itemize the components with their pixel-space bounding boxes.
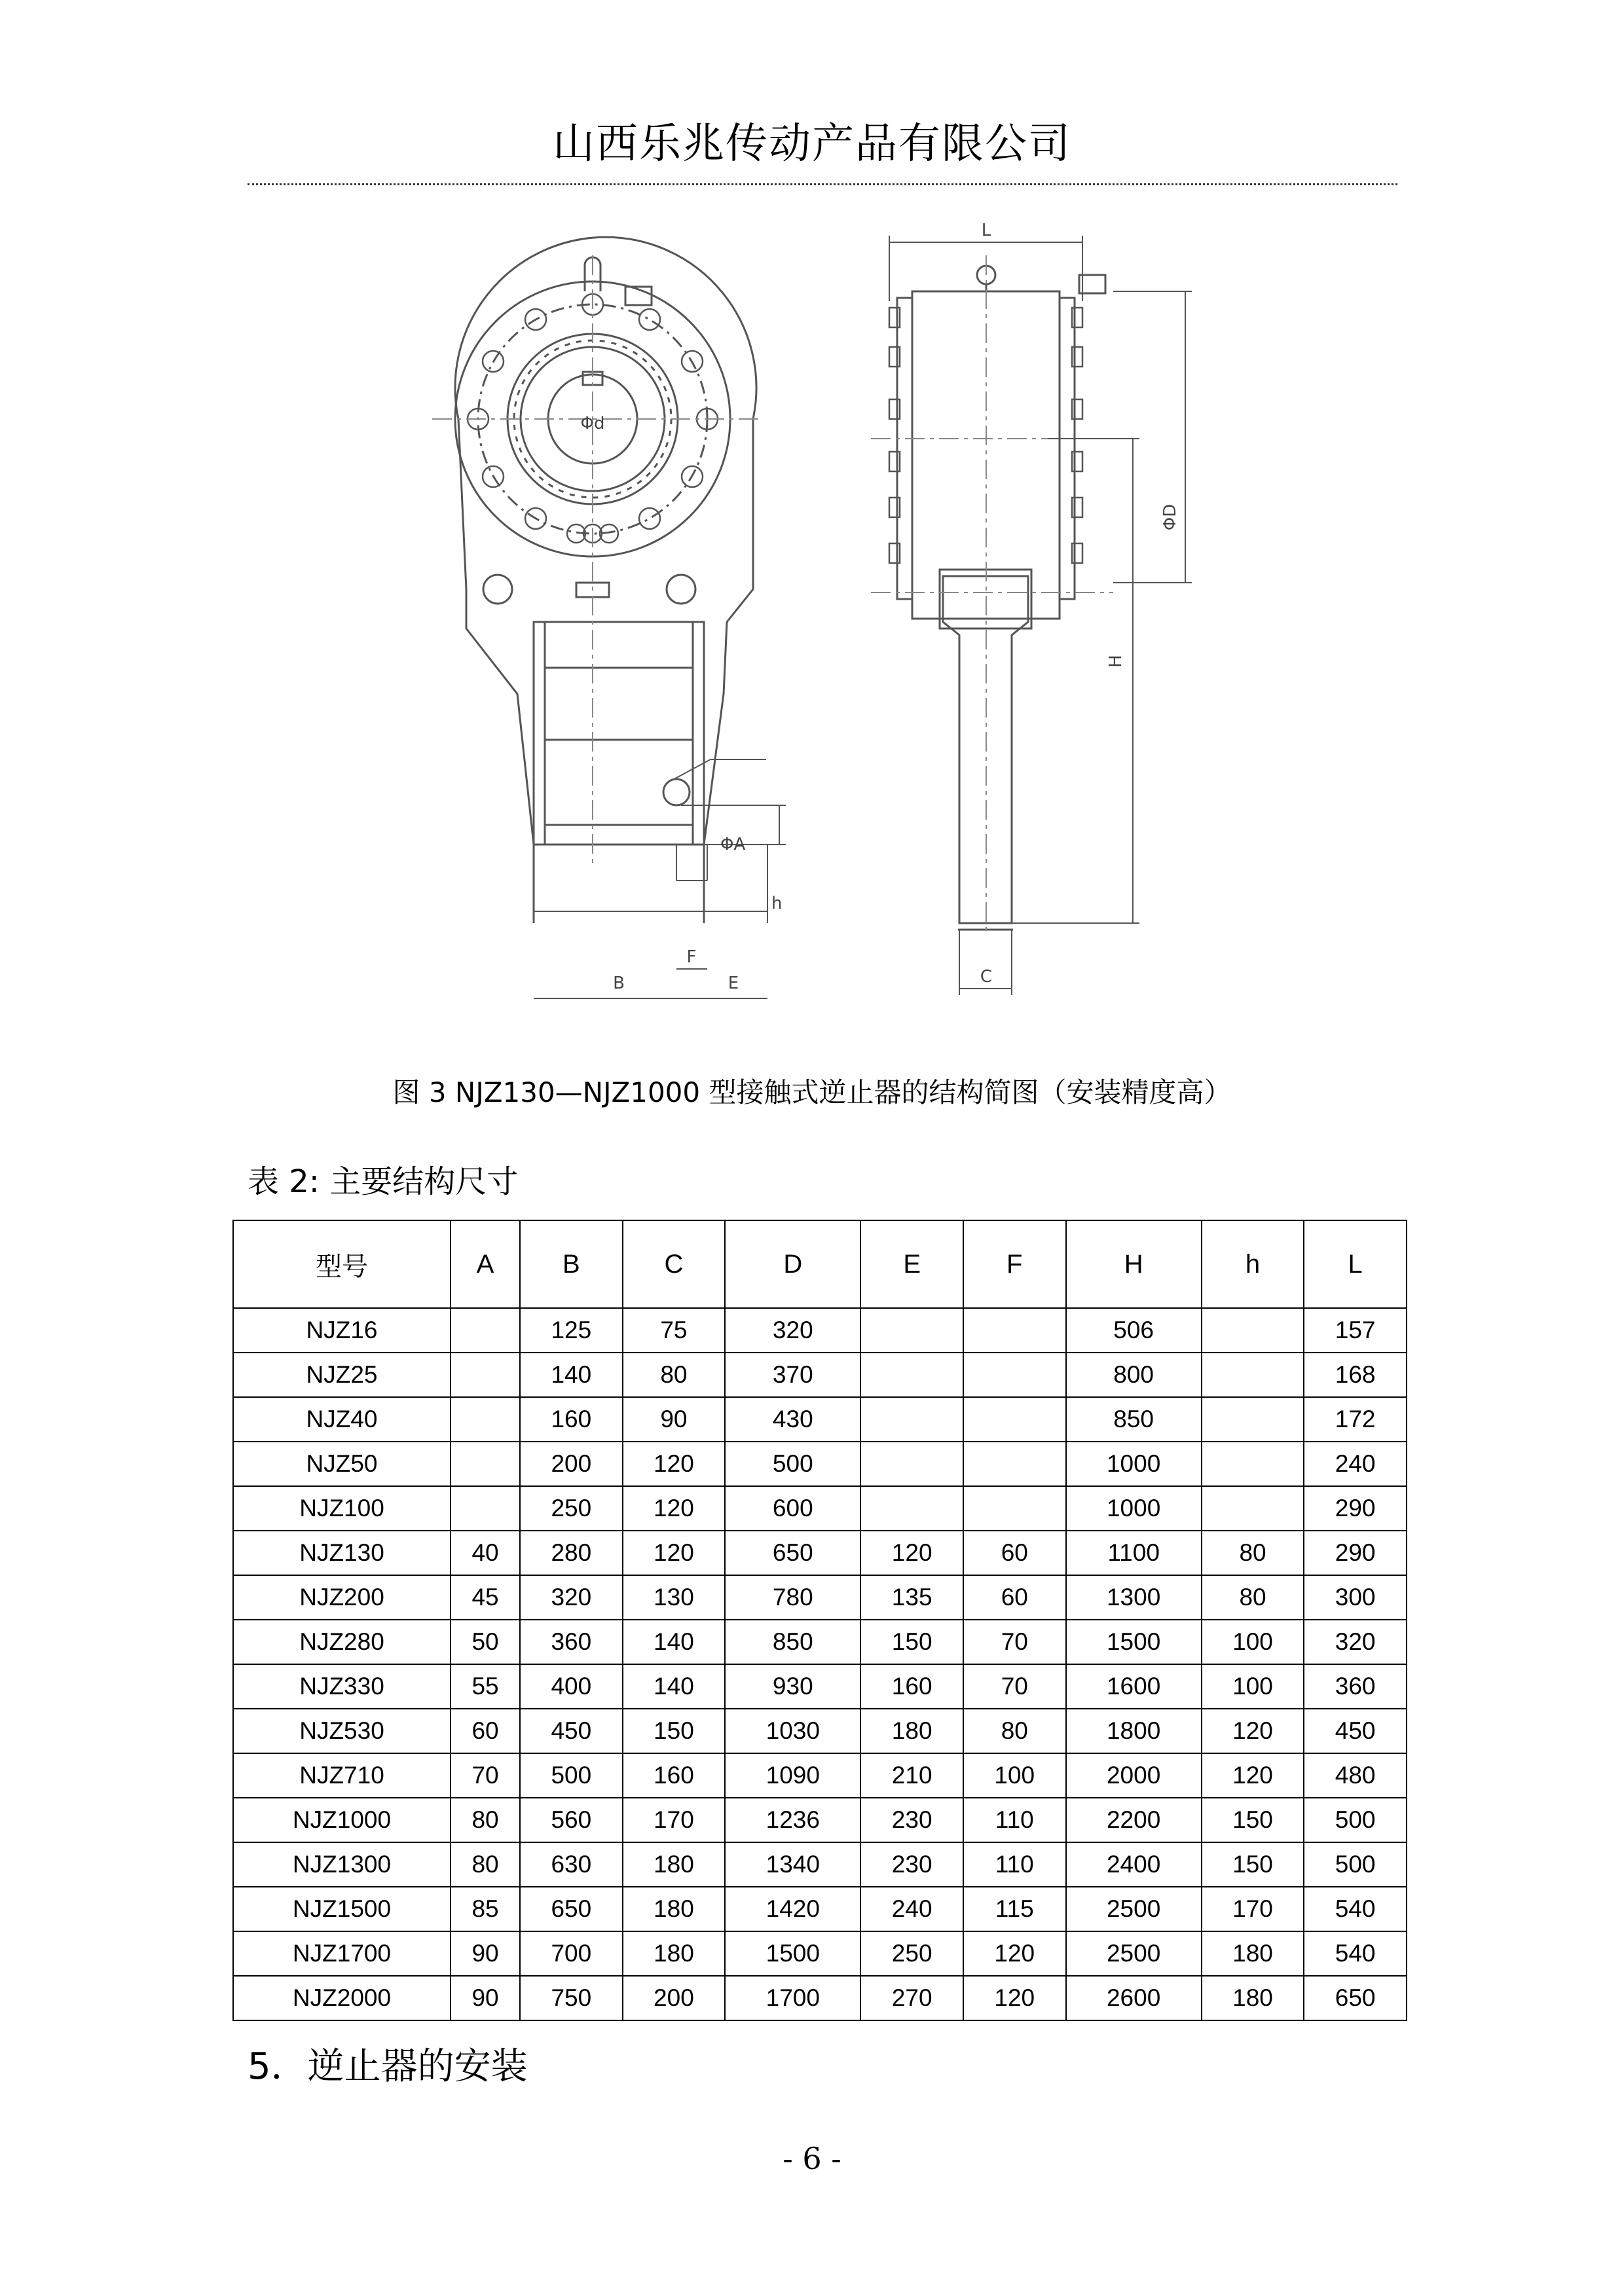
dimension-cell: 500	[520, 1753, 623, 1798]
dimension-cell: 290	[1304, 1486, 1407, 1531]
label-d: Φd	[580, 414, 605, 433]
dimension-cell: 320	[520, 1575, 623, 1620]
table-row	[233, 1976, 1407, 2020]
dimension-cell: 100	[963, 1753, 1066, 1798]
model-cell: NJZ1500	[233, 1887, 451, 1931]
dimension-cell	[860, 1397, 963, 1442]
dimension-cell: 930	[725, 1664, 860, 1709]
model-cell: NJZ1000	[233, 1798, 451, 1842]
company-header: 山西乐兆传动产品有限公司	[553, 120, 1071, 168]
dimension-cell: 370	[725, 1353, 860, 1397]
dimension-cell: 1700	[725, 1976, 860, 2020]
table-row	[233, 1842, 1407, 1887]
label-C: C	[980, 967, 993, 987]
dimension-cell: 110	[963, 1842, 1066, 1887]
table-row	[233, 1575, 1407, 1620]
dimension-cell: 320	[1304, 1620, 1407, 1664]
table-row	[233, 1664, 1407, 1709]
dimension-cell: 70	[963, 1664, 1066, 1709]
dimension-cell: 2500	[1066, 1931, 1202, 1976]
dimension-cell: 240	[1304, 1442, 1407, 1486]
dimension-cell	[1202, 1308, 1304, 1353]
dimension-cell: 180	[623, 1887, 726, 1931]
dimension-cell	[963, 1442, 1066, 1486]
dimension-cell: 45	[451, 1575, 520, 1620]
dimension-cell: 180	[623, 1931, 726, 1976]
dimension-cell: 230	[860, 1798, 963, 1842]
dimension-cell: 1030	[725, 1709, 860, 1753]
dimension-cell	[963, 1308, 1066, 1353]
dimension-cell: 290	[1304, 1531, 1407, 1575]
model-cell: NJZ40	[233, 1397, 451, 1442]
col-header-E: E	[860, 1220, 963, 1308]
table-row	[233, 1620, 1407, 1664]
dimension-cell: 1300	[1066, 1575, 1202, 1620]
dimension-cell: 540	[1304, 1887, 1407, 1931]
dimension-cell: 160	[860, 1664, 963, 1709]
dimension-cell: 120	[963, 1976, 1066, 2020]
dimension-cell: 80	[1202, 1575, 1304, 1620]
dimension-cell	[1202, 1486, 1304, 1531]
table-row	[233, 1709, 1407, 1753]
dimension-cell: 850	[725, 1620, 860, 1664]
table-row	[233, 1442, 1407, 1486]
dimension-cell: 480	[1304, 1753, 1407, 1798]
dimension-cell: 150	[1202, 1798, 1304, 1842]
table-body	[233, 1308, 1407, 2020]
dimension-cell	[451, 1308, 520, 1353]
dimension-cell: 80	[623, 1353, 726, 1397]
dimension-cell: 1420	[725, 1887, 860, 1931]
label-B: B	[613, 974, 625, 993]
label-h: h	[771, 894, 783, 913]
dimension-cell: 540	[1304, 1931, 1407, 1976]
dimension-cell: 1340	[725, 1842, 860, 1887]
dimension-cell: 168	[1304, 1353, 1407, 1397]
dimension-cell: 120	[623, 1486, 726, 1531]
dimension-cell: 1000	[1066, 1486, 1202, 1531]
table-row	[233, 1798, 1407, 1842]
dimension-cell	[963, 1397, 1066, 1442]
dimension-cell: 80	[451, 1842, 520, 1887]
label-H: H	[1106, 655, 1126, 668]
table-row	[233, 1353, 1407, 1397]
dimension-cell: 200	[520, 1442, 623, 1486]
dimension-cell: 135	[860, 1575, 963, 1620]
dimension-cell: 650	[1304, 1976, 1407, 2020]
dimension-cell	[451, 1353, 520, 1397]
label-A: ΦA	[720, 835, 746, 854]
col-header-A: A	[451, 1220, 520, 1308]
dimension-cell: 125	[520, 1308, 623, 1353]
dimension-cell: 650	[725, 1531, 860, 1575]
dimension-cell: 180	[1202, 1976, 1304, 2020]
dimension-cell: 500	[1304, 1842, 1407, 1887]
dimension-cell: 250	[860, 1931, 963, 1976]
dimension-cell: 450	[1304, 1709, 1407, 1753]
dimension-cell: 110	[963, 1798, 1066, 1842]
dimension-cell: 115	[963, 1887, 1066, 1931]
dimension-cell: 180	[623, 1842, 726, 1887]
dimension-cell: 160	[623, 1753, 726, 1798]
col-header-F: F	[963, 1220, 1066, 1308]
dimension-cell: 172	[1304, 1397, 1407, 1442]
dimension-cell: 1090	[725, 1753, 860, 1798]
dimension-cell: 800	[1066, 1353, 1202, 1397]
dimension-cell: 506	[1066, 1308, 1202, 1353]
dimension-cell: 2200	[1066, 1798, 1202, 1842]
figure-caption: 图 3 NJZ130—NJZ1000 型接触式逆止器的结构简图（安装精度高）	[392, 1076, 1232, 1108]
dimension-cell	[963, 1353, 1066, 1397]
dimension-cell	[451, 1486, 520, 1531]
dimension-cell: 60	[963, 1531, 1066, 1575]
dimension-cell: 170	[1202, 1887, 1304, 1931]
dimension-cell: 560	[520, 1798, 623, 1842]
col-header-L: L	[1304, 1220, 1407, 1308]
front-view	[432, 237, 786, 998]
dimension-cell: 360	[520, 1620, 623, 1664]
label-L: L	[981, 221, 991, 240]
side-view	[871, 221, 1192, 995]
dimension-cell: 400	[520, 1664, 623, 1709]
dimension-cell: 140	[520, 1353, 623, 1397]
dimension-cell: 75	[623, 1308, 726, 1353]
dimension-cell: 750	[520, 1976, 623, 2020]
table-row	[233, 1887, 1407, 1931]
dimension-cell: 120	[1202, 1709, 1304, 1753]
dimension-cell: 40	[451, 1531, 520, 1575]
dimension-cell: 85	[451, 1887, 520, 1931]
dimension-cell: 650	[520, 1887, 623, 1931]
dimension-cell: 1500	[725, 1931, 860, 1976]
dimension-cell: 600	[725, 1486, 860, 1531]
dimension-cell: 230	[860, 1842, 963, 1887]
dimension-cell: 1500	[1066, 1620, 1202, 1664]
dimension-cell: 2600	[1066, 1976, 1202, 2020]
model-cell: NJZ200	[233, 1575, 451, 1620]
dimension-cell: 180	[860, 1709, 963, 1753]
dimension-cell: 55	[451, 1664, 520, 1709]
dimension-cell: 1236	[725, 1798, 860, 1842]
dimension-cell: 2000	[1066, 1753, 1202, 1798]
dimension-cell: 80	[451, 1798, 520, 1842]
dimension-cell: 1600	[1066, 1664, 1202, 1709]
label-E: E	[728, 974, 739, 993]
dimension-cell: 630	[520, 1842, 623, 1887]
dimension-cell: 150	[623, 1709, 726, 1753]
dimension-cell	[860, 1442, 963, 1486]
label-F: F	[686, 947, 697, 967]
dimension-cell	[1202, 1397, 1304, 1442]
dimension-cell: 120	[860, 1531, 963, 1575]
dimension-cell: 60	[963, 1575, 1066, 1620]
dimension-cell: 50	[451, 1620, 520, 1664]
table-row	[233, 1486, 1407, 1531]
dimension-cell: 1000	[1066, 1442, 1202, 1486]
dimension-cell: 200	[623, 1976, 726, 2020]
section-heading: 5．逆止器的安装	[248, 2045, 528, 2088]
dimension-cell	[451, 1442, 520, 1486]
dimension-cell: 60	[451, 1709, 520, 1753]
col-header-B: B	[520, 1220, 623, 1308]
dimension-cell: 120	[623, 1442, 726, 1486]
dimension-cell	[963, 1486, 1066, 1531]
dimension-cell	[860, 1308, 963, 1353]
dimension-cell: 170	[623, 1798, 726, 1842]
dimension-cell: 80	[1202, 1531, 1304, 1575]
model-cell: NJZ100	[233, 1486, 451, 1531]
dimension-cell: 90	[451, 1976, 520, 2020]
dimension-cell: 70	[963, 1620, 1066, 1664]
dimension-cell: 100	[1202, 1664, 1304, 1709]
dimension-cell: 90	[451, 1931, 520, 1976]
dimension-cell: 500	[725, 1442, 860, 1486]
model-cell: NJZ280	[233, 1620, 451, 1664]
table-title: 表 2: 主要结构尺寸	[248, 1163, 519, 1200]
dimension-cell: 1100	[1066, 1531, 1202, 1575]
dimension-cell: 90	[623, 1397, 726, 1442]
dimensions-table	[232, 1220, 1407, 2021]
dimension-cell: 150	[860, 1620, 963, 1664]
dimension-cell	[860, 1353, 963, 1397]
dimension-cell: 780	[725, 1575, 860, 1620]
page-number: - 6 -	[783, 2141, 841, 2176]
label-D: ΦD	[1160, 503, 1180, 531]
dimension-cell: 120	[623, 1531, 726, 1575]
dimension-cell: 120	[963, 1931, 1066, 1976]
model-cell: NJZ330	[233, 1664, 451, 1709]
dimension-cell: 240	[860, 1887, 963, 1931]
col-header-H: H	[1066, 1220, 1202, 1308]
table-row	[233, 1397, 1407, 1442]
dimension-cell: 360	[1304, 1664, 1407, 1709]
dimension-cell	[1202, 1353, 1304, 1397]
model-cell: NJZ25	[233, 1353, 451, 1397]
dimension-cell: 150	[1202, 1842, 1304, 1887]
dimension-cell: 280	[520, 1531, 623, 1575]
dimension-cell: 450	[520, 1709, 623, 1753]
dimension-cell: 500	[1304, 1798, 1407, 1842]
dimension-cell: 120	[1202, 1753, 1304, 1798]
dimension-cell: 250	[520, 1486, 623, 1531]
dimension-cell: 140	[623, 1620, 726, 1664]
table-row	[233, 1753, 1407, 1798]
structure-drawing	[0, 0, 1624, 1048]
col-header-C: C	[623, 1220, 726, 1308]
dimension-cell: 850	[1066, 1397, 1202, 1442]
dimension-cell: 80	[963, 1709, 1066, 1753]
model-cell: NJZ2000	[233, 1976, 451, 2020]
col-header-h: h	[1202, 1220, 1304, 1308]
dimension-cell: 140	[623, 1664, 726, 1709]
dimension-cell: 2500	[1066, 1887, 1202, 1931]
table-row	[233, 1308, 1407, 1353]
dimension-cell	[1202, 1442, 1304, 1486]
model-cell: NJZ130	[233, 1531, 451, 1575]
model-cell: NJZ16	[233, 1308, 451, 1353]
dimension-cell: 1800	[1066, 1709, 1202, 1753]
dimension-cell: 70	[451, 1753, 520, 1798]
model-cell: NJZ710	[233, 1753, 451, 1798]
table-row	[233, 1531, 1407, 1575]
table-row	[233, 1931, 1407, 1976]
model-cell: NJZ530	[233, 1709, 451, 1753]
dimension-cell: 130	[623, 1575, 726, 1620]
dimension-cell: 430	[725, 1397, 860, 1442]
dimension-cell: 300	[1304, 1575, 1407, 1620]
col-header-D: D	[725, 1220, 860, 1308]
dimension-cell: 100	[1202, 1620, 1304, 1664]
model-cell: NJZ1300	[233, 1842, 451, 1887]
dimension-cell: 157	[1304, 1308, 1407, 1353]
table-header-row	[233, 1220, 1407, 1308]
col-header-model: 型号	[233, 1220, 451, 1308]
dimension-cell: 160	[520, 1397, 623, 1442]
dimension-cell: 2400	[1066, 1842, 1202, 1887]
dimension-cell: 700	[520, 1931, 623, 1976]
model-cell: NJZ50	[233, 1442, 451, 1486]
dimension-cell: 210	[860, 1753, 963, 1798]
model-cell: NJZ1700	[233, 1931, 451, 1976]
dimension-cell	[451, 1397, 520, 1442]
dimension-cell: 180	[1202, 1931, 1304, 1976]
dimension-cell: 320	[725, 1308, 860, 1353]
dimension-cell: 270	[860, 1976, 963, 2020]
dimension-cell	[860, 1486, 963, 1531]
